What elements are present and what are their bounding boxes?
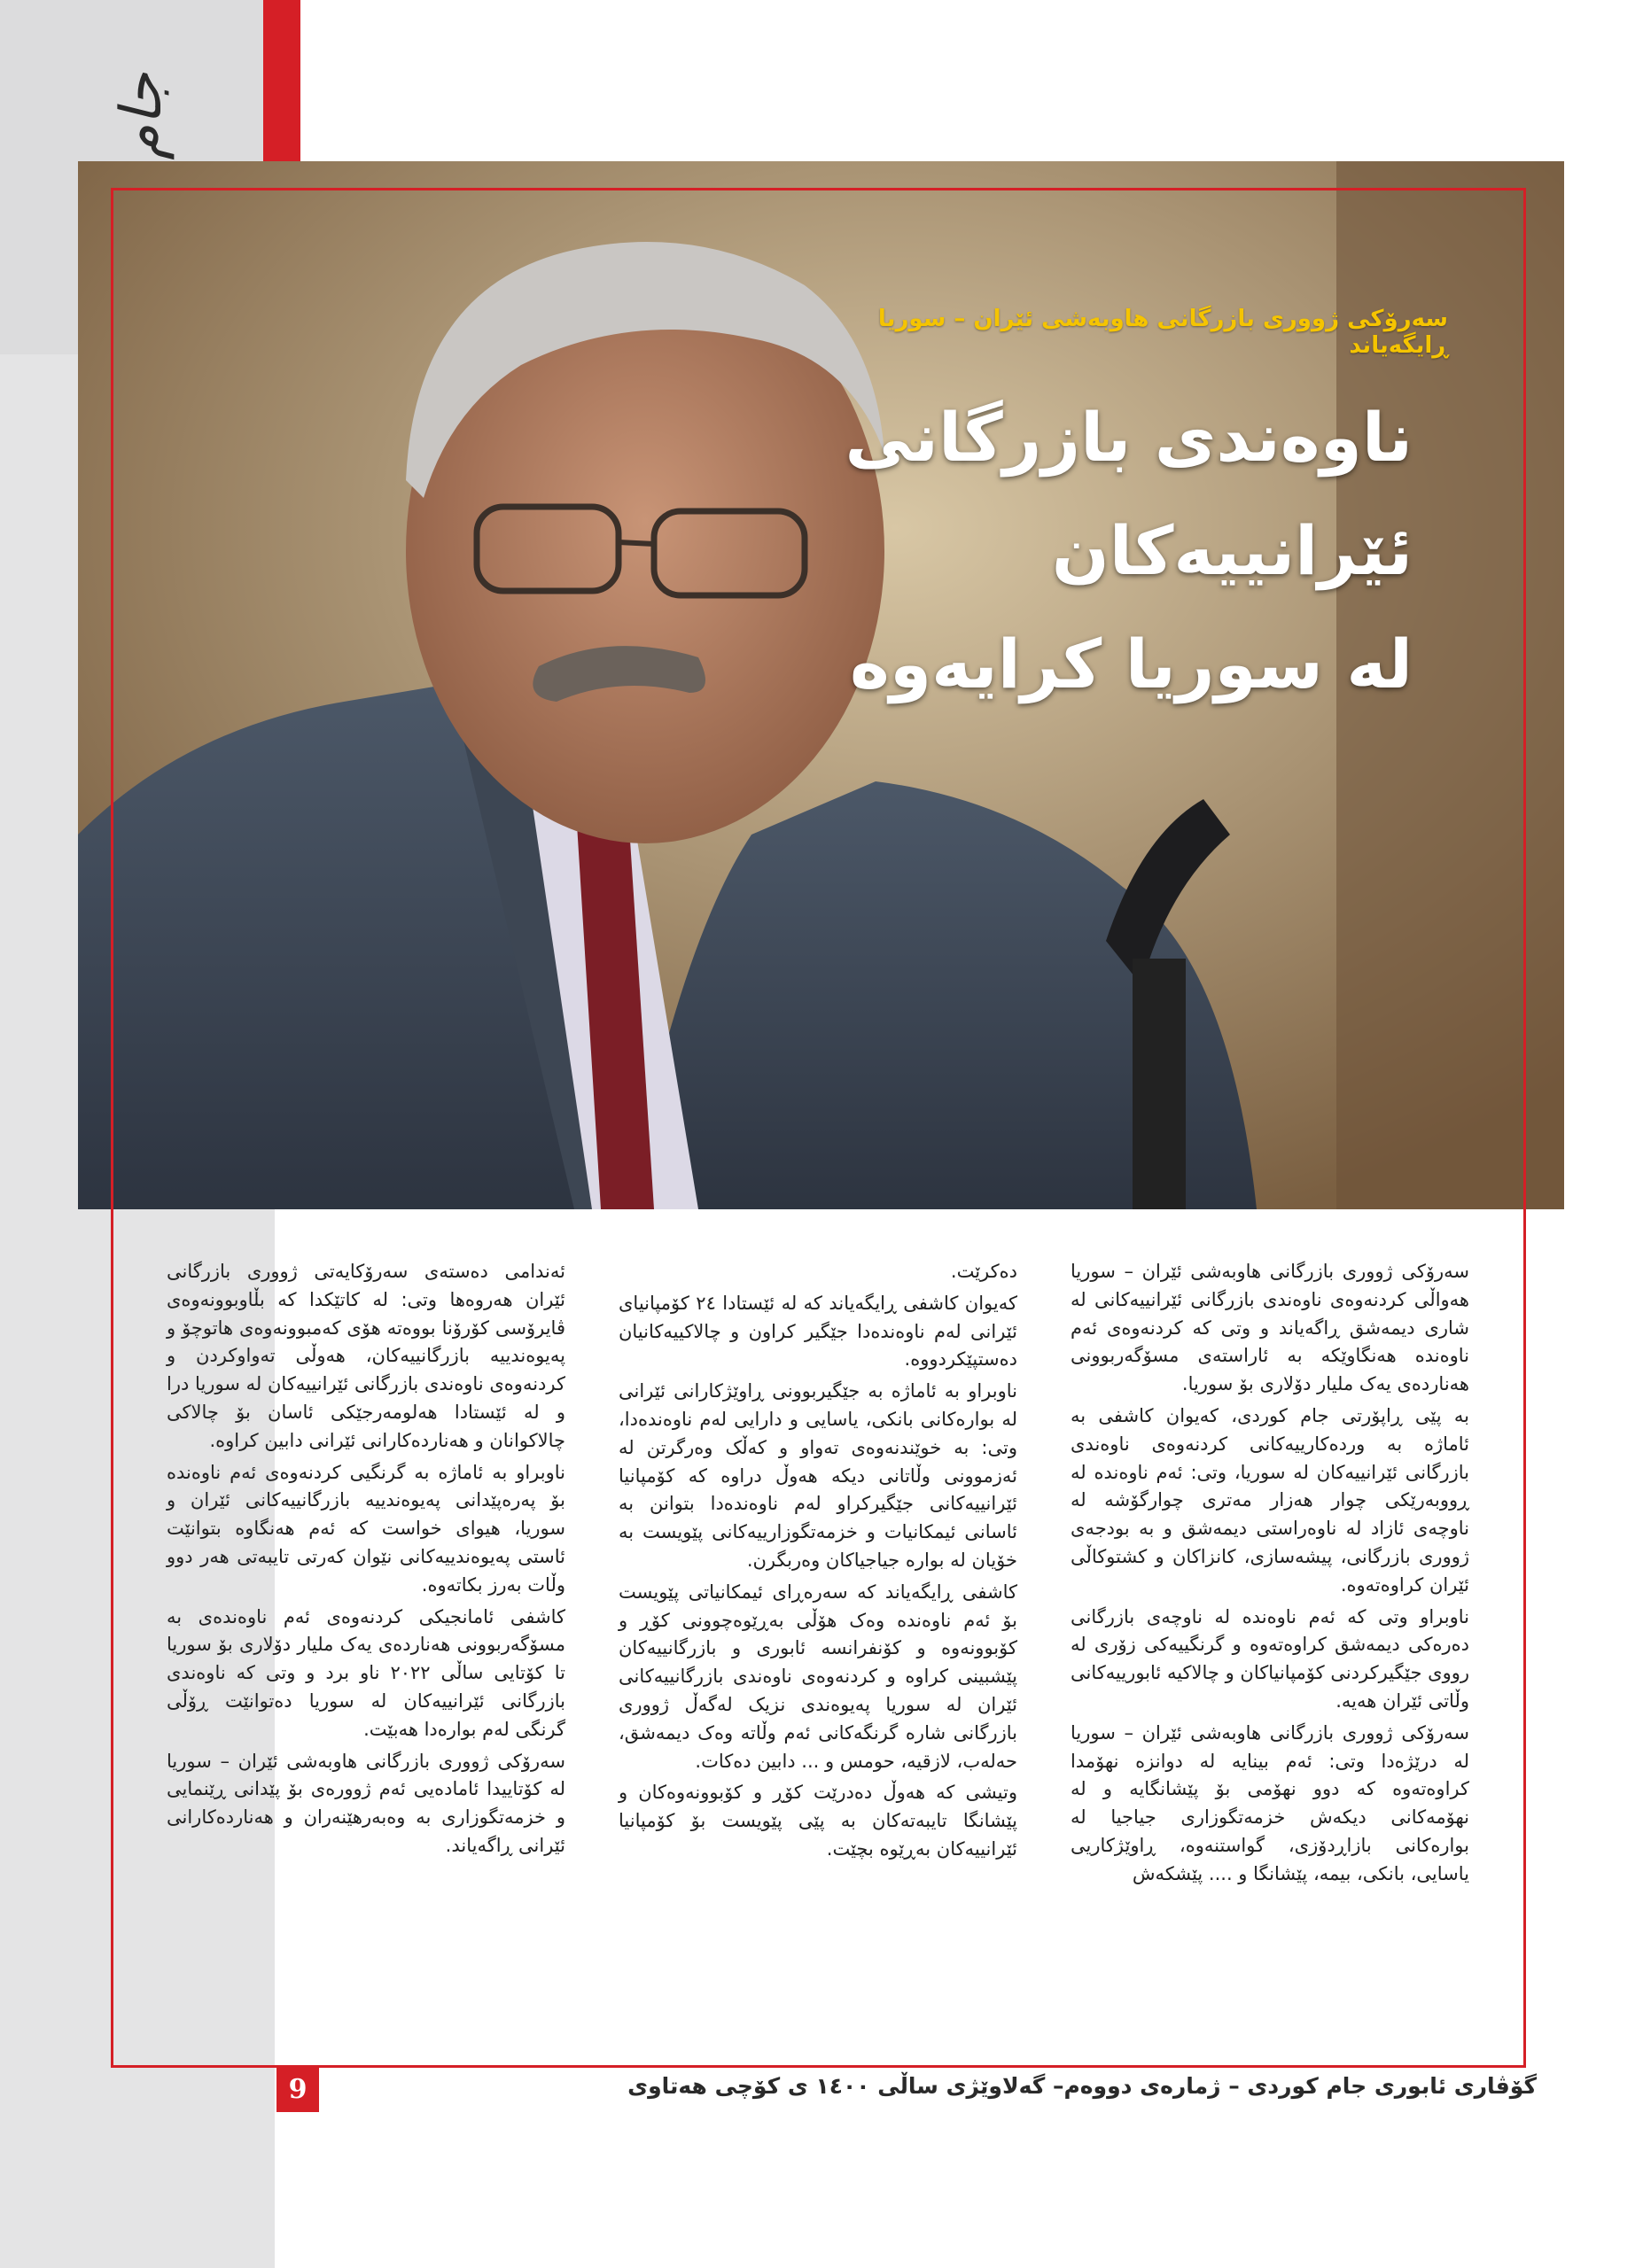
paragraph: ناوبراو بە ئاماژە بە جێگیربوونی ڕاوێژکارانی ئێرانی لە بوارەکانی بانکی، یاسایی و دارایی لەم ناوەندەدا، وتی: بە خوێندنەوەی تەواو و کەڵک وەرگرتن لە ئەزموونی وڵاتانی دیکە هەوڵ دراوە کە کۆمپانیا ئێرانییەکانی جێگیرکراو لەم ناوەندەدا بتوانن بە ئاسانی ئیمکانیات و خزمەتگوزارییەکانی پێویست بە خۆیان لە بوارە جیاجیاکان وەربگرن. xyxy=(619,1380,1017,1571)
paragraph: بە پێی ڕاپۆرتی جام کوردی، کەیوان کاشفی بە ئاماژە بە وردەکارییەکانی کردنەوەی ناوەندی بازرگانی ئێرانییەکان لە سوریا، وتی: ئەم ناوەندە لە ڕووبەرێکی چوار هەزار مەتری چوارگۆشە لە ناوچەی ئازاد لە ناوەراستی دیمەشق و بە بودجەی ژووری بازرگانی، پیشەسازی، کانزاکان و کشتوکاڵی ئێران کراوەتەوە. xyxy=(1071,1404,1469,1596)
headline-line: لە سوریا کرایەوە xyxy=(849,625,1413,703)
text-column-left xyxy=(167,1258,565,1864)
paragraph: سەرۆکی ژووری بازرگانی هاوبەشی ئێران – سوریا لە کۆتاییدا ئامادەیی ئەم ژوورەی بۆ پێدانی ڕێنمایی و خزمەتگوزاری بە وەبەرهێنەران و هەناردەکارانی ئێرانی ڕاگەیاند. xyxy=(167,1750,565,1856)
article-body xyxy=(167,1258,1469,2038)
paragraph: کەیوان کاشفی ڕایگەیاند کە لە ئێستادا ٢٤ کۆمپانیای ئێرانی لەم ناوەندەدا جێگیر کراون و چالاکییەکانیان دەستپێکردووە. xyxy=(619,1292,1018,1371)
text-column-right xyxy=(1071,1258,1469,1892)
paragraph: سەرۆکی ژووری بازرگانی هاوبەشی ئێران – سوریا هەواڵی کردنەوەی ناوەندی بازرگانی ئێرانییەکانی لە شاری دیمەشق ڕاگەیاند و وتی کە کردنەوەی ئەم ناوەندە هەنگاوێکە بە ئاراستەی مسۆگەربوونی هەناردەی یەک ملیار دۆلاری بۆ سوریا. xyxy=(1071,1261,1469,1395)
page-number: 9 xyxy=(276,2068,319,2112)
article-kicker: سەرۆکی ژووری بازرگانی هاوبەشی ئێران – سوریا ڕایگەیاند xyxy=(877,306,1448,359)
paragraph: دەکرێت. xyxy=(950,1261,1017,1282)
article-headline xyxy=(775,381,1413,721)
headline-line: ئێرانییەکان xyxy=(1051,511,1413,590)
headline-line: ناوەندی بازرگانی xyxy=(845,398,1413,477)
paragraph: ناوبراو بە ئاماژە بە گرنگیی کردنەوەی ئەم ناوەندە بۆ پەرەپێدانی پەیوەندییە بازرگانییەکانی ئێران و سوریا، هیوای خواست کە ئەم هەنگاوە بتوانێت ئاستی پەیوەندییەکانی نێوان کەرتی تایبەتی هەر دوو وڵات بەرز بکاتەوە. xyxy=(167,1461,565,1596)
paragraph: ئەندامی دەستەی سەرۆکایەتی ژووری بازرگانی ئێران هەروەها وتی: لە کاتێکدا کە بڵاوبوونەوەی ڤایرۆسی کۆرۆنا بووەتە هۆی کەمبوونەوەی هاتوچۆ و پەیوەندییە بازرگانییەکان، هەوڵی تەواوکردن و کردنەوەی ناوەندی بازرگانی ئێرانییەکان لە سوریا درا و لە ئێستادا هەلومەرجێکی ئاسان بۆ چالاکی چالاکوانان و هەناردەکارانی ئێرانی دابین کراوە. xyxy=(167,1261,565,1451)
page-footer: گۆڤاری ئابوری جام کوردی – ژمارەی دووەم– گەلاوێژی ساڵی ١٤٠٠ ی کۆچی هەتاوی xyxy=(627,2073,1537,2099)
paragraph: کاشفی ئامانجیکی کردنەوەی ئەم ناوەندەی بە مسۆگەربوونی هەناردەی یەک ملیار دۆلاری بۆ سوریا تا کۆتایی ساڵی ٢٠٢٢ ناو برد و وتی کە ناوەندی بازرگانی ئێرانییەکان لە سوریا دەتوانێت ڕۆڵی گرنگی لەم بوارەدا هەبێت. xyxy=(167,1605,565,1740)
paragraph: کاشفی ڕایگەیاند کە سەرەڕای ئیمکانیاتی پێویست بۆ ئەم ناوەندە وەک هۆڵی بەڕێوەچوونی کۆڕ و کۆبوونەوە و کۆنفرانسە ئابوری و بازرگانییەکان پێشبینی کراوە و کردنەوەی ناوەندی بازرگانییەکانی ئێران لە سوریا پەیوەندی نزیک لەگەڵ ژووری بازرگانی شارە گرنگەکانی ئەم وڵاتە وەک دیمەشق، حەلەب، لازقیە، حومس و ... دابین دەکات. xyxy=(619,1581,1017,1772)
text-column-middle xyxy=(619,1258,1017,1868)
paragraph: ناوبراو وتی کە ئەم ناوەندە لە ناوچەی بازرگانی دەرەکی دیمەشق کراوەتەوە و گرنگییەکی زۆری لە رووی جێگیرکردنی کۆمپانیاکان و چالاکیە ئابورییەکانی وڵاتی ئێران هەیە. xyxy=(1071,1605,1469,1712)
paragraph: وتیشی کە هەوڵ دەدرێت کۆڕ و کۆبوونەوەکان و پێشانگا تایبەتەکان بە پێی پێویست بۆ کۆمپانیا ئێرانییەکان بەڕێوە بچێت. xyxy=(619,1782,1017,1860)
paragraph: سەرۆکی ژووری بازرگانی هاوبەشی ئێران – سوریا لە درێژەدا وتی: ئەم بینایە لە دوانزە نهۆمدا کراوەتەوە کە دوو نهۆمی بۆ پێشانگایە و لە نهۆمەکانی دیکەش خزمەتگوزاری جیاجیا لە بوارەکانی بازاڕدۆزی، گواستنەوە، ڕاوێژکاریی یاسایی، بانکی، بیمە، پێشانگا و .... پێشکەش xyxy=(1071,1721,1469,1884)
